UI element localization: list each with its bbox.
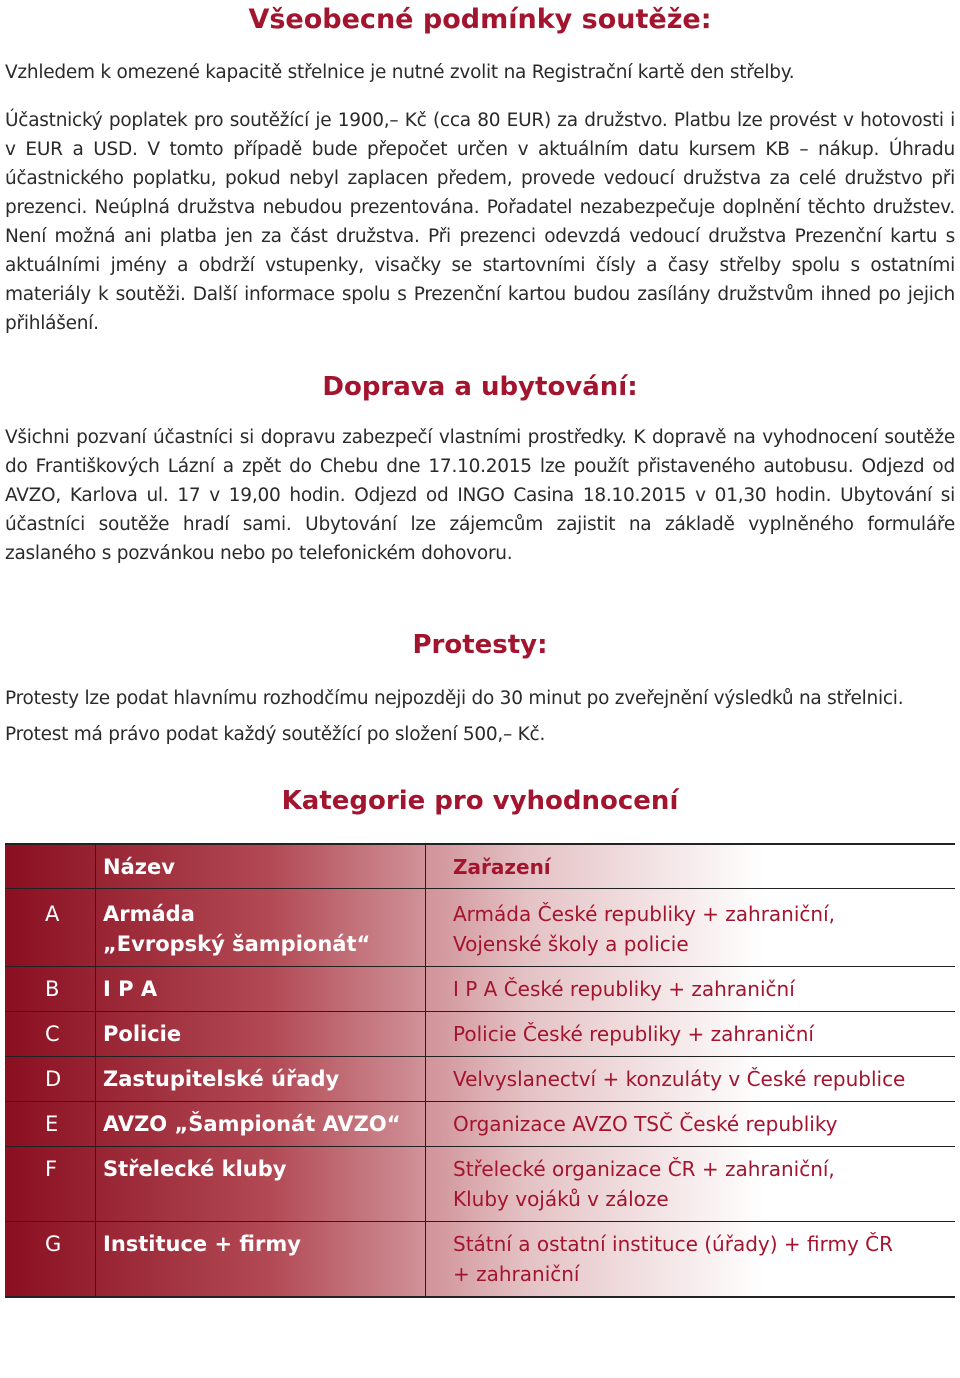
table-row [5, 1147, 955, 1222]
row-zarazeni: Policie České republiky + zahraniční [453, 1022, 814, 1046]
section-title-protesty: Protesty: [412, 630, 548, 660]
table-row [5, 1102, 955, 1147]
header-name: Název [103, 855, 175, 879]
header-zarazeni: Zařazení [453, 855, 551, 879]
row-zarazeni: Organizace AVZO TSČ České republiky [453, 1112, 838, 1136]
row-name: AVZO „Šampionát AVZO“ [103, 1112, 401, 1136]
row-letter: A [45, 902, 60, 926]
row-zarazeni: Armáda České republiky + zahraniční, [453, 902, 835, 926]
section-title-doprava: Doprava a ubytování: [322, 372, 638, 402]
doprava-paragraph: Všichni pozvaní účastníci si dopravu zabezpečí vlastními prostředky. K dopravě na vyhodnocení soutěže do Františkových Lázní a zpět do Chebu dne 17.10.2015 lze použít přistaveného autobusu. Odjezd od AVZO, Karlova ul. 17 v 19,00 hodin. Odjezd od INGO Casina 18.10.2015 v 01,30 hodin. Ubytování si účastníci soutěže hradí sami. Ubytování lze zájemcům zajistit na základě vyplněného formuláře zaslaného s pozvánkou nebo po telefonickém dohovoru. [5, 427, 955, 564]
row-name: Armáda [103, 902, 195, 926]
categories-table [5, 843, 955, 1298]
section-title-kategorie: Kategorie pro vyhodnocení [281, 786, 679, 816]
row-name: Střelecké kluby [103, 1157, 287, 1181]
row-zarazeni-line2: Kluby vojáků v záloze [453, 1187, 669, 1211]
row-name: I P A [103, 977, 158, 1001]
row-zarazeni: Střelecké organizace ČR + zahraniční, [453, 1157, 835, 1181]
section-title-podminky: Všeobecné podmínky soutěže: [248, 4, 712, 35]
row-name-line2: „Evropský šampionát“ [103, 932, 371, 956]
row-zarazeni: Velvyslanectví + konzuláty v České republice [453, 1067, 906, 1091]
table-row [5, 1222, 955, 1294]
table-header-row [5, 845, 955, 889]
row-letter: E [45, 1112, 59, 1136]
table-row [5, 1012, 955, 1057]
row-letter: C [45, 1022, 60, 1046]
row-zarazeni: I P A České republiky + zahraniční [453, 977, 795, 1001]
row-zarazeni-line2: + zahraniční [453, 1262, 580, 1286]
row-letter: B [45, 977, 60, 1001]
table-row [5, 1057, 955, 1102]
podminky-paragraph-1: Vzhledem k omezené kapacitě střelnice je nutné zvolit na Registrační kartě den střelby. [5, 62, 795, 83]
row-letter: F [45, 1157, 58, 1181]
row-zarazeni-line2: Vojenské školy a policie [453, 932, 689, 956]
row-letter: D [45, 1067, 62, 1091]
table-row [5, 967, 955, 1012]
protesty-paragraph: Protesty lze podat hlavnímu rozhodčímu nejpozději do 30 minut po zveřejnění výsledků na střelnici. Protest má právo podat každý soutěžící po složení 500,– Kč. [5, 688, 904, 745]
row-name: Policie [103, 1022, 182, 1046]
row-zarazeni: Státní a ostatní instituce (úřady) + firmy ČR [453, 1232, 894, 1256]
row-name: Zastupitelské úřady [103, 1067, 340, 1091]
row-name: Instituce + firmy [103, 1232, 301, 1256]
row-letter: G [45, 1232, 62, 1256]
podminky-paragraph-2: Účastnický poplatek pro soutěžící je 1900,– Kč (cca 80 EUR) za družstvo. Platbu lze provést v hotovosti i v EUR a USD. V tomto případě bude přepočet určen v aktuálním datu kursem KB – nákup. Úhradu účastnického poplatku, pokud nebyl zaplacen předem, provede vedoucí družstva za celé družstvo při prezenci. Neúplná družstva nebudou prezentována. Pořadatel nezabezpečuje doplnění těchto družstev. Není možná ani platba jen za část družstva. Při prezenci odevzdá vedoucí družstva Prezenční kartu s aktuálními jmény a obdrží vstupenky, visačky se startovními čísly a časy střelby spolu s ostatními materiály k soutěži. Další informace spolu s Prezenční kartou budou zasílány družstvům ihned po jejich přihlášení. [5, 110, 955, 334]
table-row [5, 889, 955, 967]
